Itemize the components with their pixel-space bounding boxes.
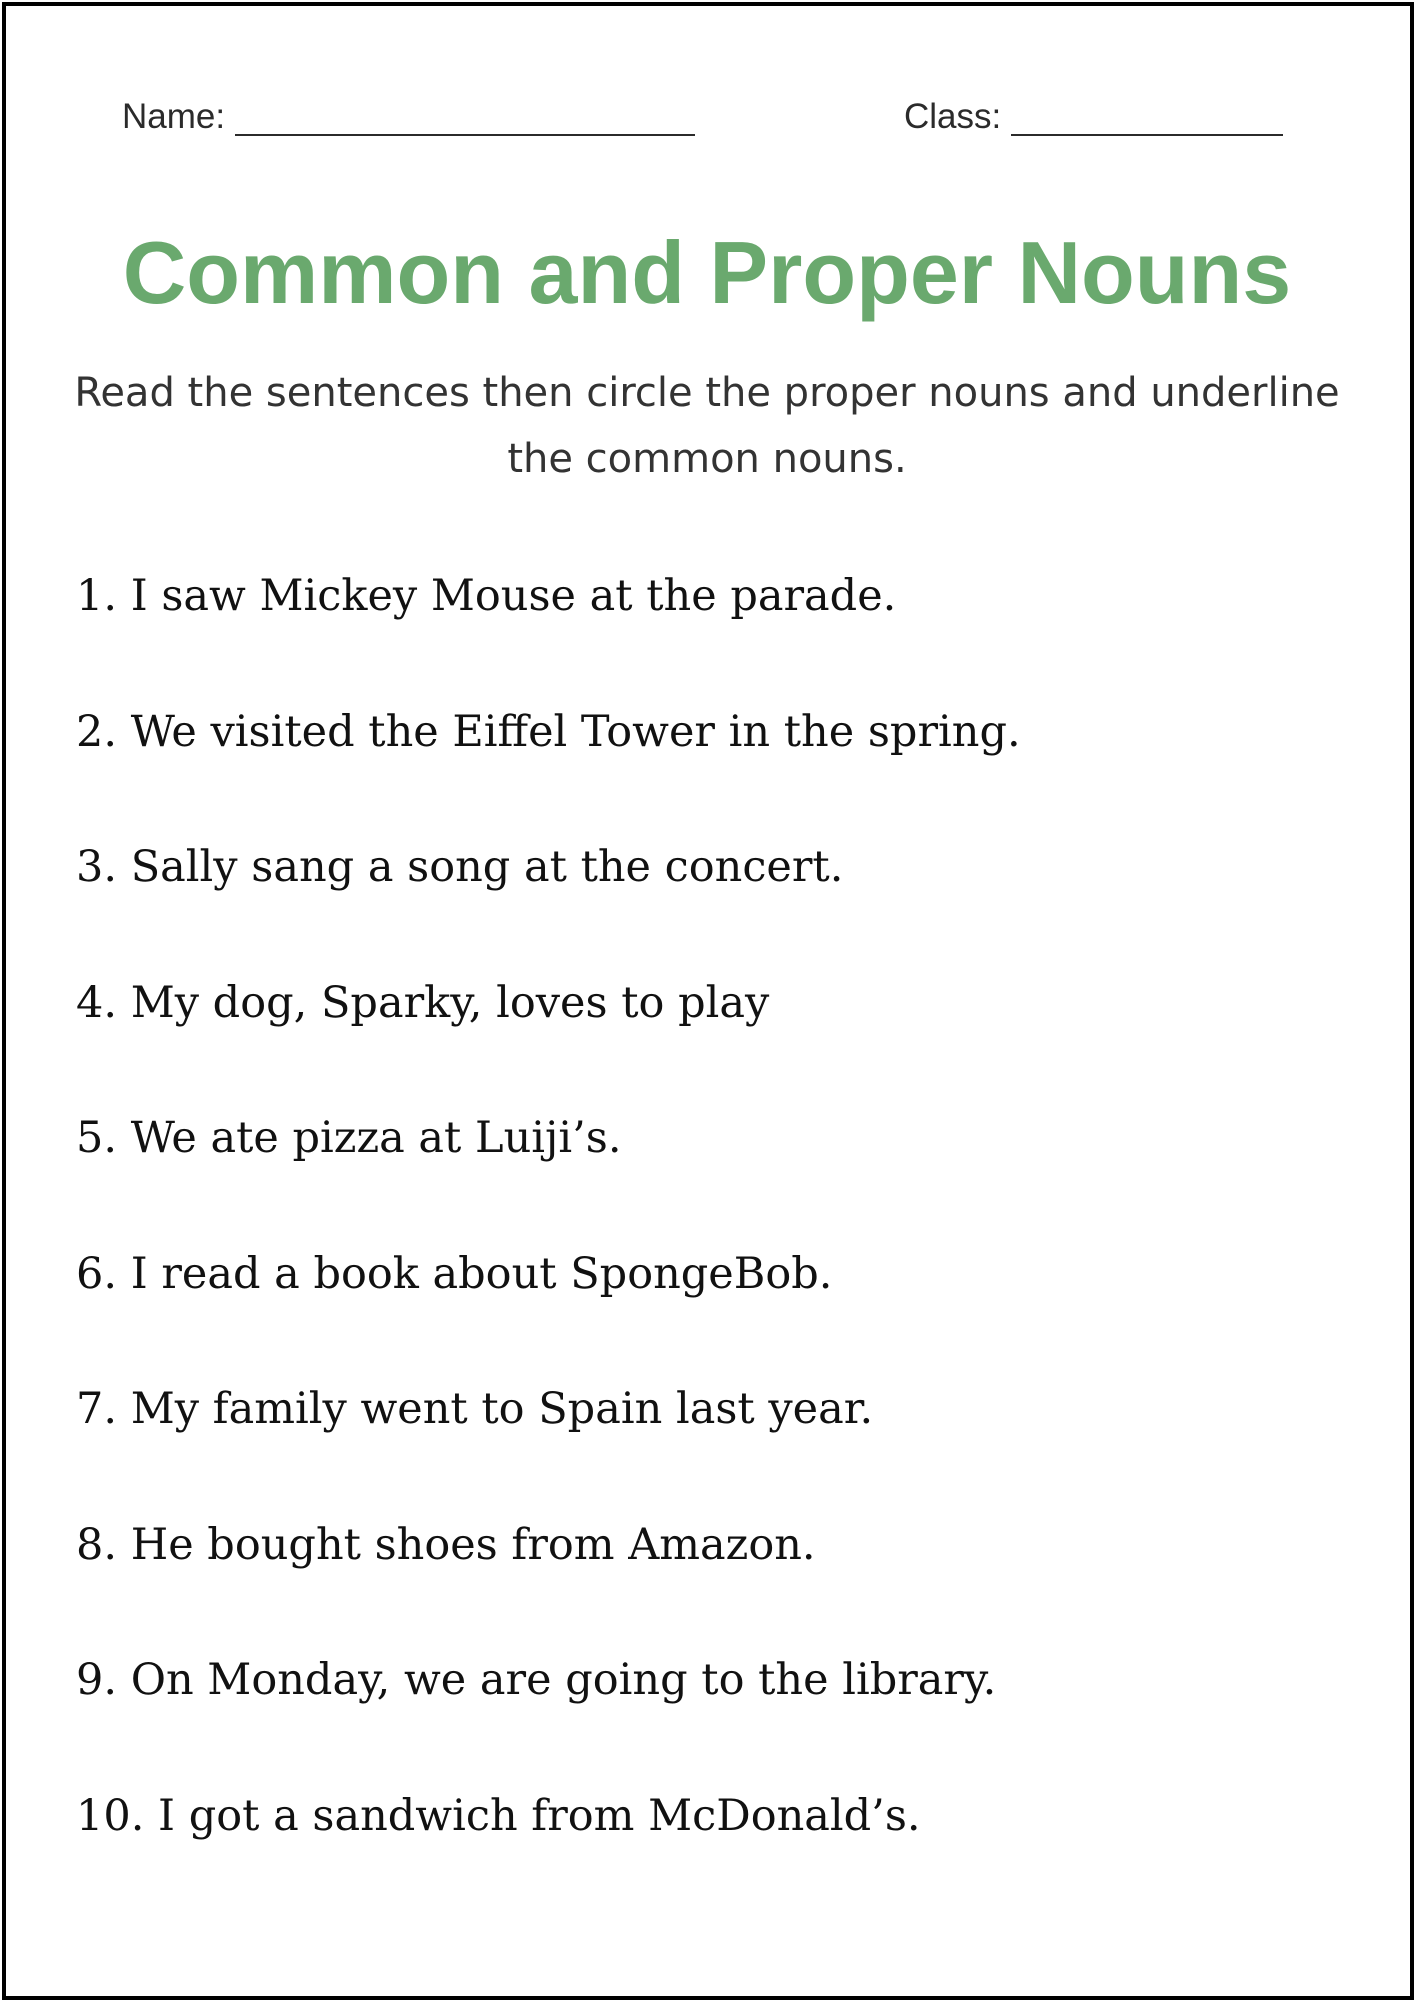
sentence-item: 6. I read a book about SpongeBob. xyxy=(76,1248,833,1299)
header-row xyxy=(122,92,1292,142)
class-field xyxy=(904,92,1283,142)
sentence-item: 4. My dog, Sparky, loves to play xyxy=(76,977,770,1028)
class-label: Class: xyxy=(904,97,1002,136)
sentence-item: 3. Sally sang a song at the concert. xyxy=(76,842,844,892)
sentence-item: 7. My family went to Spain last year. xyxy=(76,1384,874,1434)
sentence-item: 5. We ate pizza at Luiji’s. xyxy=(76,1113,622,1163)
name-blank-line[interactable] xyxy=(235,132,695,136)
sentence-item: 8. He bought shoes from Amazon. xyxy=(76,1519,816,1570)
name-label: Name: xyxy=(122,97,226,136)
sentence-item: 1. I saw Mickey Mouse at the parade. xyxy=(76,571,897,621)
sentence-item: 9. On Monday, we are going to the library. xyxy=(76,1655,997,1705)
name-field xyxy=(122,92,695,142)
sentence-item: 2. We visited the Eiffel Tower in the spring. xyxy=(76,706,1021,757)
sentence-list xyxy=(76,568,1336,1923)
sentence-item: 10. I got a sandwich from McDonald’s. xyxy=(76,1790,921,1841)
worksheet-title: Common and Proper Nouns xyxy=(122,223,1292,322)
class-blank-line[interactable] xyxy=(1011,132,1283,136)
instructions: Read the sentences then circle the proper nouns and underline the common nouns. xyxy=(74,370,1340,482)
